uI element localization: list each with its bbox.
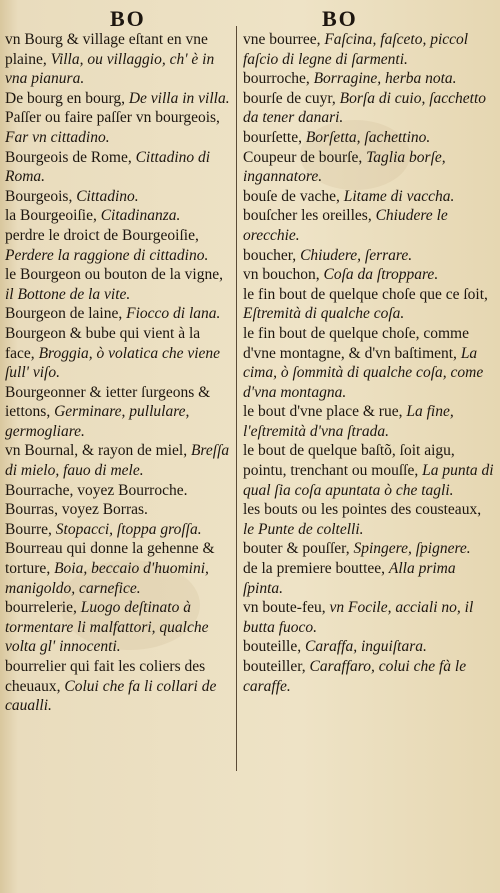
dictionary-entry bbox=[243, 402, 495, 441]
entry-italian: Germinare, pullulare, germogliare. bbox=[5, 403, 190, 440]
entry-french: Bourgeois, bbox=[5, 187, 77, 205]
dictionary-entry bbox=[5, 108, 233, 147]
dictionary-entry bbox=[5, 539, 233, 598]
entry-italian: La punta di qual ſia coſa apuntata ò che tagli. bbox=[243, 462, 494, 499]
entry-italian: Cittadino. bbox=[76, 187, 139, 205]
entry-italian: Fiocco di lana. bbox=[126, 305, 221, 323]
entry-french: bouteille, bbox=[243, 638, 305, 656]
dictionary-entry bbox=[5, 383, 233, 442]
dictionary-entry bbox=[5, 324, 233, 383]
dictionary-entry bbox=[243, 324, 495, 402]
entry-french: vn Bournal, & rayon de miel, bbox=[5, 442, 191, 460]
entry-french: bouteiller, bbox=[243, 658, 310, 675]
dictionary-entry bbox=[5, 265, 233, 304]
dictionary-entry bbox=[5, 187, 233, 207]
entry-italian: Colui che fa li collari de caualli. bbox=[5, 677, 217, 715]
entry-italian: De villa in villa. bbox=[128, 89, 230, 107]
entry-french: les bouts ou les pointes des cousteaux, bbox=[243, 501, 482, 519]
entry-french: Bourgeon & bube qui vient à la face, bbox=[5, 324, 201, 362]
left-column bbox=[5, 30, 233, 716]
dictionary-entry bbox=[243, 441, 495, 500]
entry-italian: Broggia, ò volatica che viene ſull' viſo. bbox=[5, 344, 221, 382]
entry-italian: La cima, ò ſommità di qualche coſa, come d'vna montagna. bbox=[243, 344, 484, 401]
running-header-right: BO bbox=[322, 6, 358, 31]
running-header-left: BO bbox=[110, 6, 146, 31]
entry-french: bourſe de cuyr, bbox=[243, 89, 340, 107]
entry-french: Paſſer ou faire paſſer vn bourgeois, bbox=[5, 109, 220, 127]
entry-italian: Caraffaro, colui che fà le caraffe. bbox=[243, 658, 467, 695]
entry-italian: Cittadino di Roma. bbox=[5, 148, 211, 186]
entry-italian: Litame di vaccha. bbox=[343, 187, 455, 205]
entry-french: de la premiere bouttee, bbox=[243, 560, 389, 578]
entry-italian: Perdere la raggione di cittadino. bbox=[5, 246, 209, 264]
entry-french: Bourreau qui donne la gehenne & torture, bbox=[5, 540, 215, 578]
entry-french: De bourg en bourg, bbox=[5, 89, 129, 107]
dictionary-entry bbox=[5, 500, 233, 520]
entry-french: vne bourree, bbox=[243, 31, 325, 48]
entry-french: le fin bout de quelque choſe que ce ſoit, bbox=[243, 285, 488, 303]
dictionary-entry bbox=[243, 500, 495, 539]
entry-italian: Luogo deſtinato à tormentare li malfattori, qualche volta gl' innocenti. bbox=[5, 599, 209, 656]
entry-french: vn boute-feu, bbox=[243, 599, 330, 617]
right-column bbox=[243, 30, 495, 696]
entry-french: perdre le droict de Bourgeoiſie, bbox=[5, 226, 199, 244]
entry-french: Bourgeonner & ietter ſurgeons & iettons, bbox=[5, 383, 211, 421]
entry-italian: Chiudere le orecchie. bbox=[243, 207, 448, 244]
dictionary-entry bbox=[243, 89, 495, 128]
entry-french: bourroche, bbox=[243, 70, 314, 88]
column-divider bbox=[236, 26, 237, 771]
dictionary-entry bbox=[243, 128, 495, 148]
entry-italian: Far vn cittadino. bbox=[5, 128, 110, 146]
dictionary-entry bbox=[243, 148, 495, 187]
dictionary-entry bbox=[243, 206, 495, 245]
entry-french: la Bourgeoiſie, bbox=[5, 207, 101, 225]
entry-french: Coupeur de bourſe, bbox=[243, 148, 367, 166]
entry-italian: Coſa da ſtroppare. bbox=[323, 266, 439, 284]
dictionary-entry bbox=[243, 539, 495, 559]
entry-italian: vn Focile, acciali no, il butta fuoco. bbox=[243, 599, 474, 636]
entry-french: bourſette, bbox=[243, 128, 306, 146]
entry-italian: Alla prima ſpinta. bbox=[243, 560, 456, 597]
entry-french: bourrelier qui fait les coliers des cheuaux, bbox=[5, 658, 206, 695]
dictionary-entry bbox=[243, 637, 495, 657]
dictionary-entry bbox=[5, 520, 233, 540]
entry-italian: Eſtremità di qualche coſa. bbox=[243, 305, 405, 323]
entry-italian: Stopacci, ſtoppa groſſa. bbox=[55, 520, 202, 538]
dictionary-entry bbox=[243, 246, 495, 266]
dictionary-entry bbox=[5, 89, 233, 109]
entry-italian: La fine, l'eſtremità d'vna ſtrada. bbox=[243, 403, 454, 440]
entry-french: le Bourgeon ou bouton de la vigne, bbox=[5, 266, 223, 284]
entry-french: Bourgeois de Rome, bbox=[5, 148, 136, 166]
entry-french: bouſcher les oreilles, bbox=[243, 207, 376, 225]
dictionary-entry bbox=[5, 206, 233, 226]
entry-italian: le Punte de coltelli. bbox=[243, 520, 364, 538]
entry-french: bourrelerie, bbox=[5, 599, 81, 617]
entry-italian: Chiudere, ſerrare. bbox=[300, 246, 413, 264]
dictionary-entry bbox=[243, 285, 495, 324]
entry-french: vn bouchon, bbox=[243, 266, 324, 284]
dictionary-entry bbox=[5, 481, 233, 501]
entry-french: le bout d'vne place & rue, bbox=[243, 403, 407, 421]
entry-italian: Breſſa di mielo, fauo di mele. bbox=[5, 442, 230, 480]
dictionary-entry bbox=[5, 226, 233, 265]
entry-french: vn Bourg & village eſtant en vne plaine, bbox=[5, 31, 208, 68]
entry-italian: il Bottone de la vite. bbox=[5, 285, 131, 303]
dictionary-entry bbox=[243, 265, 495, 285]
dictionary-entry bbox=[5, 30, 233, 89]
dictionary-entry bbox=[5, 148, 233, 187]
dictionary-entry bbox=[243, 69, 495, 89]
dictionary-entry bbox=[243, 598, 495, 637]
entry-italian: Boia, beccaio d'huomini, manigoldo, carnefice. bbox=[5, 560, 209, 597]
dictionary-entry bbox=[243, 30, 495, 69]
entry-french: Bourgeon de laine, bbox=[5, 305, 127, 323]
entry-italian: Taglia borſe, ingannatore. bbox=[243, 148, 446, 186]
entry-italian: Borſa di cuio, ſacchetto da tener danari. bbox=[243, 89, 487, 127]
dictionary-entry bbox=[5, 441, 233, 480]
dictionary-entry bbox=[243, 657, 495, 696]
entry-french: Bourrache, voyez Bourroche. bbox=[5, 481, 188, 499]
dictionary-entry bbox=[243, 559, 495, 598]
entry-french: le bout de quelque baſtõ, ſoit aigu, pointu, trenchant ou mouſſe, bbox=[243, 442, 455, 480]
entry-french: Bourre, bbox=[5, 520, 56, 538]
entry-italian: Spingere, ſpignere. bbox=[353, 540, 471, 558]
entry-french: le fin bout de quelque choſe, comme d'vne montagne, & d'vn baſtiment, bbox=[243, 324, 469, 362]
dictionary-entry bbox=[5, 657, 233, 716]
dictionary-entry bbox=[243, 187, 495, 207]
entry-italian: Faſcina, faſceto, piccol faſcio di legne di ſarmenti. bbox=[243, 31, 469, 68]
entry-french: bouſe de vache, bbox=[243, 187, 344, 205]
dictionary-entry bbox=[5, 304, 233, 324]
entry-french: bouter & pouſſer, bbox=[243, 540, 354, 558]
entry-italian: Borragine, herba nota. bbox=[313, 70, 457, 88]
dictionary-entry bbox=[5, 598, 233, 657]
entry-italian: Villa, ou villaggio, ch' è in vna pianura. bbox=[5, 50, 215, 88]
entry-italian: Caraffa, inguiſtara. bbox=[305, 638, 427, 656]
entry-french: boucher, bbox=[243, 246, 301, 264]
entry-italian: Borſetta, ſachettino. bbox=[305, 128, 431, 146]
entry-italian: Citadinanza. bbox=[100, 207, 181, 225]
entry-french: Bourras, voyez Borras. bbox=[5, 501, 148, 519]
